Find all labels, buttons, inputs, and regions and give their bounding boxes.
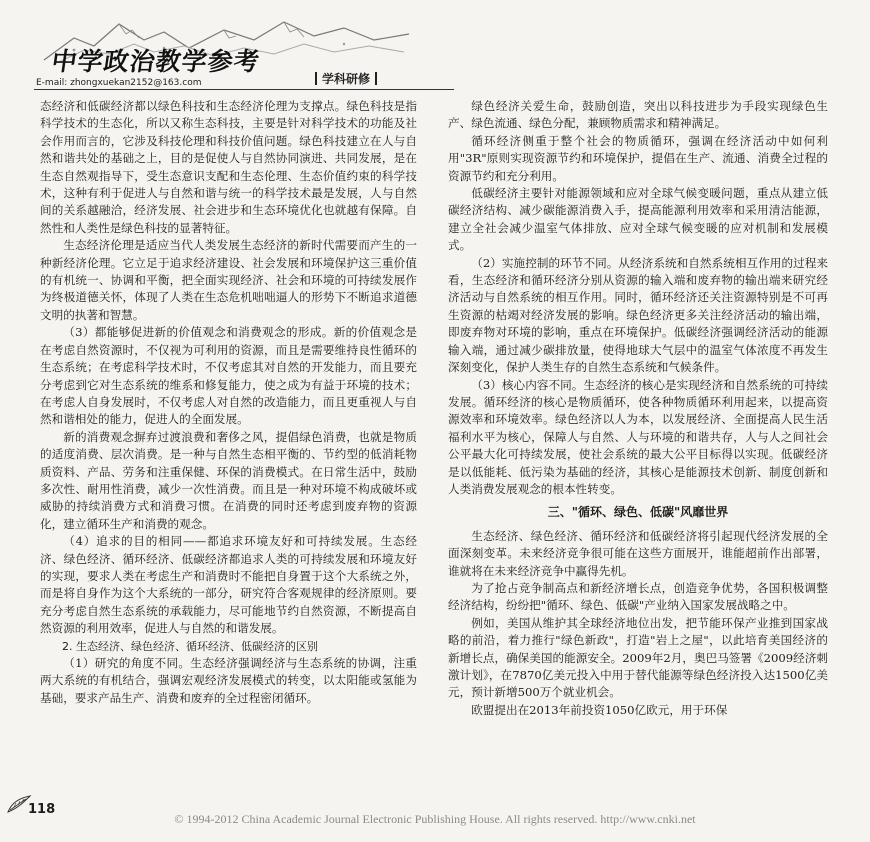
paragraph: （1）研究的角度不同。生态经济强调经济与生态系统的协调，注重两大系统的有机结合，强调宏观经济发展模式的转变，以太阳能或氢能为基础，要求产品生产、消费和废弃的全过程密闭循环。 xyxy=(40,656,417,705)
page-number: 118 xyxy=(28,802,56,817)
paragraph: 态经济和低碳经济都以绿色科技和生态经济伦理为支撑点。绿色科技是指科学技术的生态化，所以又称生态科技，主要是针对科学技术的功能及社会作用而言的，它涉及科技伦理和科技价值问题。绿色科技建立在人与自然和谐共处的基础之上，目的是促使人与自然协同演进、共同发展，是在生态自然观指导下，受生态意识支配和生态伦理、生态价值约束的科学技术，这种有利于促进人与自然和谐与统一的科学技术最是发展，人与自然间的关系越融洽，经济发展、社会进步和生态环境优化也就越有保障。自然性和人类性是绿色科技的显著特征。 xyxy=(40,99,417,235)
paragraph: 生态经济伦理是适应当代人类发展生态经济的新时代需要而产生的一种新经济伦理。它立足于追求经济建设、社会发展和环境保护这三重价值的有机统一、协调和平衡，把全面实现经济、社会和环境的可持续发展作为终极道德关怀，体现了人类在生态危机咄咄逼人的形势下不断追求道德文明的执著和智慧。 xyxy=(40,238,417,322)
left-column xyxy=(40,98,417,707)
paragraph: 为了抢占竞争制高点和新经济增长点，创造竞争优势，各国积极调整经济结构，纷纷把"循环、绿色、低碳"产业纳入国家发展战略之中。 xyxy=(448,580,828,613)
paragraph: 新的消费观念摒弃过渡浪费和奢侈之风，提倡绿色消费，也就是物质的适度消费、层次消费。是一种与自然生态相平衡的、节约型的低消耗物质资料、产品、劳务和注重保健、环保的消费模式。在日常生活中，鼓励多次性、耐用性消费，减少一次性消费。而且是一种对环境不构成破坏或威胁的持续消费方式和消费习惯。在消费的同时还考虑到废弃物的资源化，建立循环生产和消费的观念。 xyxy=(40,429,417,531)
copyright-notice: © 1994-2012 China Academic Journal Electronic Publishing House. All rights reserved. http://www.cnki.net xyxy=(174,812,696,826)
paragraph: 生态经济、绿色经济、循环经济和低碳经济将引起现代经济发展的全面深刻变革。未来经济竞争很可能在这些方面展开，谁能超前作出部署，谁就将在未来经济竞争中赢得先机。 xyxy=(448,528,828,578)
header-rule xyxy=(34,89,454,90)
section-heading: 三、"循环、绿色、低碳"风靡世界 xyxy=(547,505,729,520)
paragraph: （3）核心内容不同。生态经济的核心是实现经济和自然系统的可持续发展。循环经济的核心是物质循环，使各种物质循环利用起来，以提高资源效率和环境效率。绿色经济以人为本，以发展经济、全面提高人民生活福利水平为核心，保障人与自然、人与环境的和谐共存，人与人之间社会公平最大化可持续发展，使社会系统的最大公平目标得以实现。低碳经济是以低能耗、低污染为基础的经济，其核心是能源技术创新、制度创新和人类消费发展观念的根本性转变。 xyxy=(448,377,828,496)
paragraph: 欧盟提出在2013年前投资1050亿欧元，用于环保 xyxy=(471,702,728,717)
divider xyxy=(375,72,377,85)
subsection-heading: 2. 生态经济、绿色经济、循环经济、低碳经济的区别 xyxy=(62,639,318,653)
paragraph: 循环经济侧重于整个社会的物质循环，强调在经济活动中如何利用"3R"原则实现资源节约和环境保护，提倡在生产、流通、消费全过程的资源节约和充分利用。 xyxy=(448,133,828,183)
paragraph: 例如，美国从维护其全球经济地位出发，把节能环保产业推到国家战略的前沿，着力推行"绿色新政"，打造"岩上之屋"，以此培育美国经济的新增长点，确保美国的能源安全。2009年2月，奥巴马签署《2009经济刺激计划》，在7870亿美元投入中用于替代能源等绿色经济投入达1500亿美元，预计新增500万个就业机会。 xyxy=(448,615,828,700)
header-email: E-mail: zhongxuekan2152@163.com xyxy=(36,78,202,88)
paragraph: （3）都能够促进新的价值观念和消费观念的形成。新的价值观念是在考虑自然资源时，不仅视为可利用的资源，而且是需要维持良性循环的生态系统；在考虑科学技术时，不仅考虑其对自然的开发能力，而且要充分考虑到它对生态系统的维系和修复能力，使之成为有益于环境的技术；在考虑人自身发展时，不仅考虑人对自然的改造能力，而且更重视人与自然和谐相处的能力，促进人的全面发展。 xyxy=(40,325,417,427)
right-column xyxy=(448,98,828,719)
section-label xyxy=(310,70,382,87)
paragraph: （4）追求的目的相同——都追求环境友好和可持续发展。生态经济、绿色经济、循环经济、低碳经济都追求人类的可持续发展和环境友好的实现，要求人类在考虑生产和消费时不能把自身置于这个大系统之外，而是将自身作为这个大系统的一部分，研究符合客观规律的经济原则。要充分考虑自然生态系统的承载能力，尽可能地节约自然资源，不断提高自然资源的利用效率，促进人与自然的和谐发展。 xyxy=(40,534,417,636)
section-label-text: 学科研修 xyxy=(322,72,371,86)
paragraph: 绿色经济关爱生命，鼓励创造，突出以科技进步为手段实现绿色生产、绿色流通、绿色分配，兼顾物质需求和精神满足。 xyxy=(448,99,828,131)
paragraph: 低碳经济主要针对能源领域和应对全球气候变暖问题，重点从建立低碳经济结构、减少碳能源消费入手，提高能源利用效率和采用清洁能源，建立全社会减少温室气体排放、应对全球气候变暖的应对机制和发展模式。 xyxy=(448,186,828,253)
paragraph: （2）实施控制的环节不同。从经济系统和自然系统相互作用的过程来看，生态经济和循环经济分别从资源的输入端和废弃物的输出端来研究经济活动与自然系统的相互作用。同时，循环经济还关注资源特别是不可再生资源的枯竭对经济发展的影响。绿色经济更多关注经济活动的输出端，即废弃物对环境的影响，重点在环境保护。低碳经济强调经济活动的能源输入端，通过减少碳排放量，使得地球大气层中的温室气体浓度不再发生深刻变化，保护人类生存的自然生态系统和气候条件。 xyxy=(448,255,828,375)
journal-title: 中学政治教学参考 xyxy=(49,47,262,76)
divider xyxy=(315,72,317,85)
journal-header xyxy=(14,10,474,96)
